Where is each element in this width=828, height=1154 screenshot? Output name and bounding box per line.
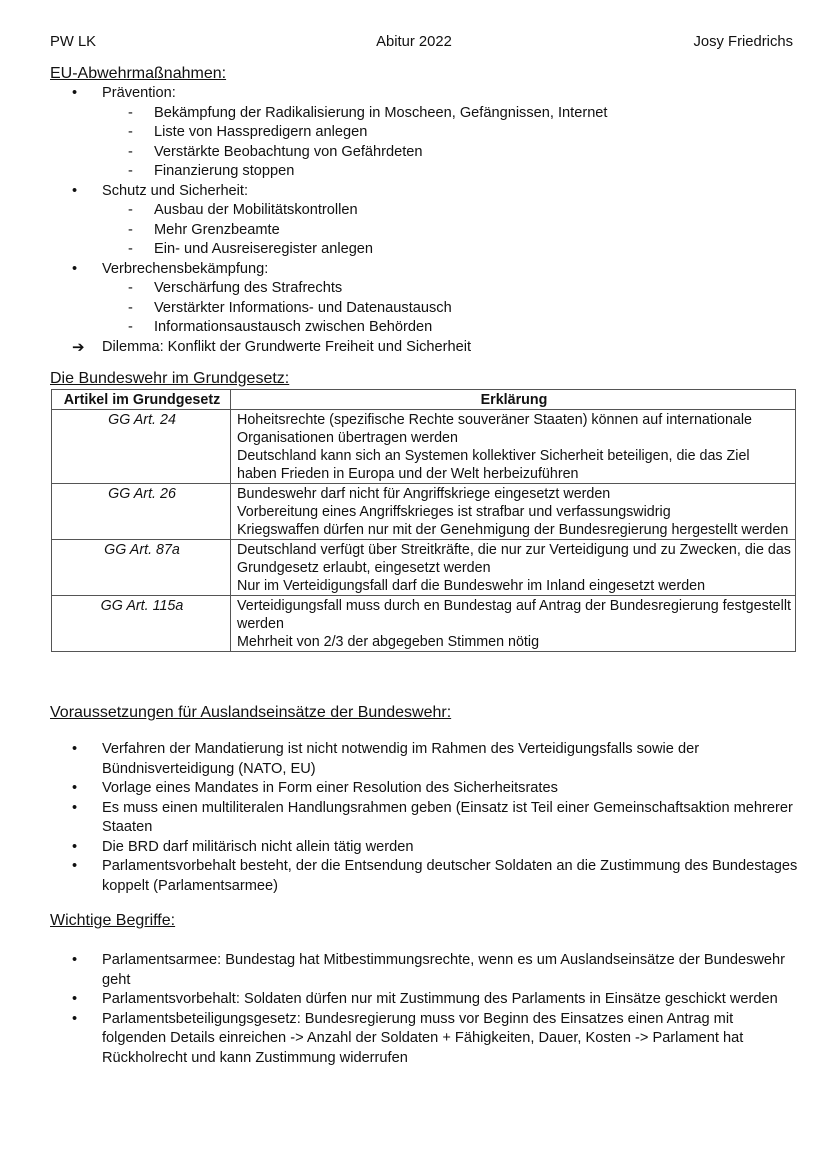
conclusion-text: Dilemma: Konflikt der Grundwerte Freiheit und Sicherheit — [102, 338, 472, 355]
article-cell: GG Art. 26 — [52, 484, 231, 540]
grundgesetz-table — [51, 389, 796, 652]
item-text: Verstärkte Beobachtung von Gefährdeten — [154, 143, 423, 160]
item-text: Ausbau der Mobilitätskontrollen — [154, 202, 358, 218]
bw-heading: Die Bundeswehr im Grundgesetz: — [50, 370, 290, 387]
article-cell: GG Art. 24 — [52, 410, 231, 484]
list-item — [102, 279, 800, 299]
dash-icon: - — [128, 143, 133, 160]
list-item — [102, 123, 800, 143]
header-exam: Abitur 2022 — [376, 34, 452, 50]
dash-icon: - — [128, 280, 133, 296]
item-text: Vorlage eines Mandates in Form einer Resolution des Sicherheitsrates — [102, 780, 558, 796]
dash-icon: - — [128, 319, 133, 335]
item-text: Informationsaustausch zwischen Behörden — [154, 319, 433, 335]
list-item — [50, 951, 800, 990]
header-course: PW LK — [50, 34, 97, 50]
eu-group-schutz — [50, 182, 800, 260]
table-row — [52, 484, 796, 540]
explanation-line: Bundeswehr darf nicht für Angriffskriege eingesetzt werden — [237, 486, 611, 502]
column-header-explanation: Erklärung — [231, 390, 796, 410]
dash-icon: - — [128, 104, 133, 121]
dash-icon: - — [128, 241, 133, 257]
table-row — [52, 540, 796, 596]
item-text: Parlamentsvorbehalt: Soldaten dürfen nur mit Zustimmung des Parlaments in Einsätze geschickt werden — [102, 991, 778, 1007]
bullet-icon: • — [72, 85, 78, 101]
item-text: Mehr Grenzbeamte — [154, 221, 280, 238]
eu-group-praevention — [50, 84, 800, 182]
eu-group-verbrechen — [50, 260, 800, 338]
header-author: Josy Friedrichs — [693, 34, 793, 50]
list-item — [102, 143, 800, 163]
list-item — [102, 104, 800, 124]
list-item — [102, 201, 800, 221]
explanation-line: Mehrheit von 2/3 der abgegeben Stimmen nötig — [237, 634, 540, 650]
table-row — [52, 410, 796, 484]
explanation-line: Deutschland kann sich an Systemen kollektiver Sicherheit beteiligen, die das Ziel haben Frieden in Europa und der Welt herbeizuführen — [237, 448, 750, 482]
terms-list — [50, 951, 800, 1068]
dash-icon: - — [128, 202, 133, 218]
list-item — [50, 857, 800, 896]
list-item — [102, 299, 800, 319]
list-item — [102, 240, 800, 260]
dash-icon: - — [128, 221, 133, 238]
terms-heading: Wichtige Begriffe: — [50, 912, 176, 929]
eu-group-label: Prävention: — [102, 85, 176, 101]
explanation-cell — [231, 410, 796, 484]
list-item — [50, 799, 800, 838]
bullet-icon: • — [72, 780, 78, 796]
item-text: Verstärkter Informations- und Datenaustausch — [154, 299, 452, 316]
list-item — [50, 779, 800, 799]
item-text: Verfahren der Mandatierung ist nicht notwendig im Rahmen des Verteidigungsfalls sowie der Bündnisverteidigung (NATO, EU) — [102, 741, 700, 777]
item-text: Parlamentsarmee: Bundestag hat Mitbestimmungsrechte, wenn es um Auslandseinsätze der Bundeswehr geht — [102, 952, 786, 988]
explanation-line: Hoheitsrechte (spezifische Rechte souveräner Staaten) können auf internationale Organisationen übertragen werden — [237, 412, 752, 446]
eu-group-label: Verbrechensbekämpfung: — [102, 260, 269, 277]
explanation-line: Deutschland verfügt über Streitkräfte, die nur zur Verteidigung und zu Zwecken, die das Grundgesetz erlaubt, eingesetzt werden — [237, 542, 791, 576]
list-item — [102, 318, 800, 338]
bullet-icon: • — [72, 952, 78, 968]
item-text: Parlamentsbeteiligungsgesetz: Bundesregierung muss vor Beginn des Einsatzes einen Antrag mit folgenden Details einreichen -> Anzahl der Soldaten + Fähigkeiten, Dauer, Kosten -> Parlament hat Rückholrecht und kann Zustimmung widerrufen — [102, 1010, 744, 1066]
explanation-cell — [231, 484, 796, 540]
dash-icon: - — [128, 124, 133, 140]
list-item — [50, 1010, 800, 1069]
dash-icon: - — [128, 163, 133, 179]
bullet-icon: • — [72, 260, 78, 277]
article-cell: GG Art. 115a — [52, 596, 231, 652]
list-item — [102, 162, 800, 182]
item-text: Die BRD darf militärisch nicht allein tätig werden — [102, 838, 414, 855]
item-text: Finanzierung stoppen — [154, 163, 295, 179]
explanation-cell — [231, 540, 796, 596]
list-item — [50, 838, 800, 858]
bullet-icon: • — [72, 741, 78, 757]
explanation-line: Kriegswaffen dürfen nur mit der Genehmigung der Bundesregierung hergestellt werden — [237, 522, 789, 538]
bullet-icon: • — [72, 1010, 78, 1027]
aus-list — [50, 740, 800, 896]
column-header-article: Artikel im Grundgesetz — [52, 390, 231, 410]
dash-icon: - — [128, 299, 133, 316]
explanation-cell — [231, 596, 796, 652]
arrow-right-icon: ➔ — [72, 338, 85, 356]
table-header-row — [52, 390, 796, 410]
bullet-icon: • — [72, 991, 78, 1007]
item-text: Es muss einen multiliteralen Handlungsrahmen geben (Einsatz ist Teil einer Gemeinschaftsaktion mehrerer Staaten — [102, 799, 793, 835]
list-item — [102, 221, 800, 241]
bullet-icon: • — [72, 858, 78, 874]
bullet-icon: • — [72, 182, 78, 199]
item-text: Parlamentsvorbehalt besteht, der die Entsendung deutscher Soldaten an die Zustimmung des Bundestages koppelt (Parlamentsarmee) — [102, 858, 798, 894]
bullet-icon: • — [72, 838, 78, 855]
item-text: Liste von Hasspredigern anlegen — [154, 124, 368, 140]
table-row — [52, 596, 796, 652]
eu-list — [50, 84, 800, 357]
item-text: Bekämpfung der Radikalisierung in Moscheen, Gefängnissen, Internet — [154, 104, 608, 121]
item-text: Ein- und Ausreiseregister anlegen — [154, 241, 374, 257]
bullet-icon: • — [72, 799, 78, 816]
explanation-line: Vorbereitung eines Angriffskrieges ist strafbar und verfassungswidrig — [237, 504, 671, 520]
article-cell: GG Art. 87a — [52, 540, 231, 596]
explanation-line: Verteidigungsfall muss durch en Bundestag auf Antrag der Bundesregierung festgestellt werden — [237, 598, 791, 632]
list-item — [50, 990, 800, 1010]
list-item — [50, 740, 800, 779]
eu-heading: EU-Abwehrmaßnahmen: — [50, 65, 227, 82]
eu-group-label: Schutz und Sicherheit: — [102, 182, 249, 199]
eu-conclusion — [50, 338, 800, 358]
explanation-line: Nur im Verteidigungsfall darf die Bundeswehr im Inland eingesetzt werden — [237, 578, 706, 594]
item-text: Verschärfung des Strafrechts — [154, 280, 343, 296]
aus-heading: Voraussetzungen für Auslandseinsätze der Bundeswehr: — [50, 704, 452, 721]
